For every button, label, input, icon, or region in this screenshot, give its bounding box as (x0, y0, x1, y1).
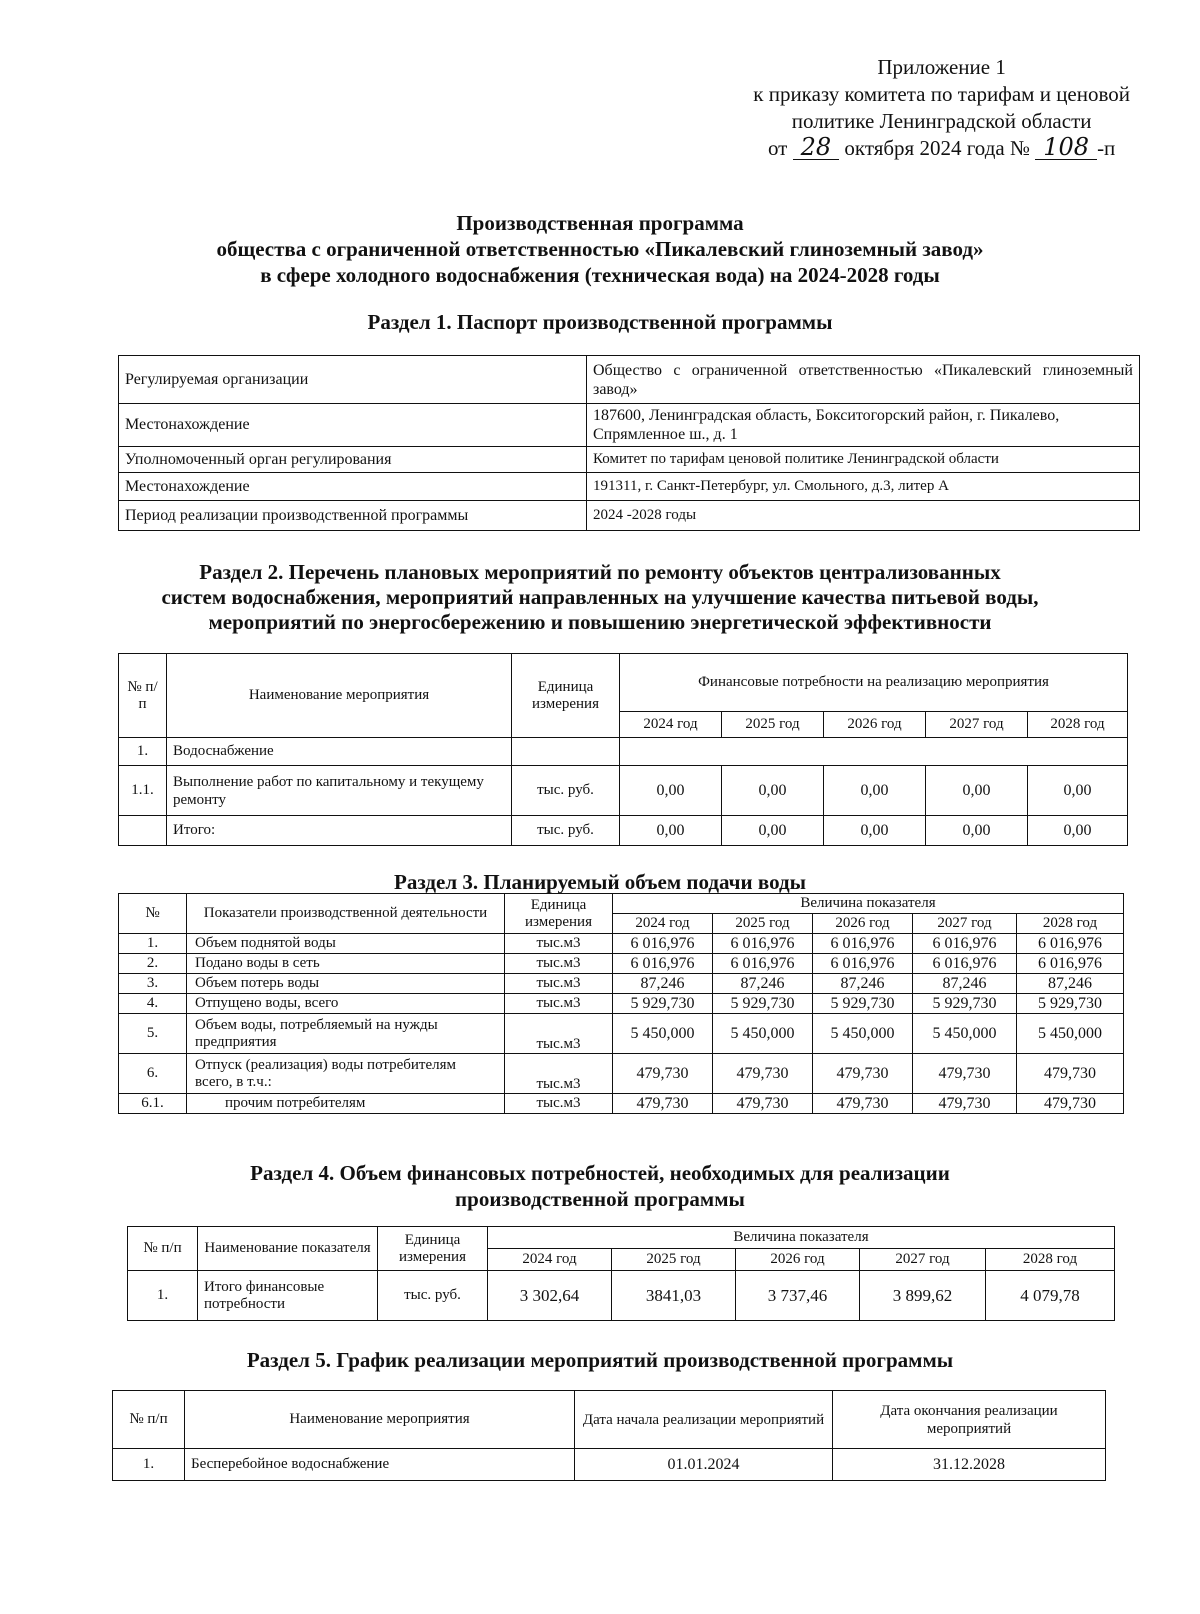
row-value: 87,246 (713, 974, 813, 994)
passport-value: 191311, г. Санкт-Петербург, ул. Смольного, д.3, литер А (587, 473, 1140, 501)
section4-heading-line1: Раздел 4. Объем финансовых потребностей, необходимых для реализации (250, 1161, 950, 1185)
order-ref-line-2: политике Ленинградской области (791, 109, 1092, 133)
document-header (753, 54, 1130, 162)
title-line-3: в сфере холодного водоснабжения (техническая вода) на 2024-2028 годы (260, 263, 940, 287)
col-header-name: Наименование показателя (198, 1227, 378, 1271)
row-no: 1. (113, 1449, 185, 1481)
section4-heading (0, 1160, 1200, 1212)
row-no: 1.1. (119, 766, 167, 816)
row-unit: тыс.м3 (505, 1094, 613, 1114)
row-no: 5. (119, 1014, 187, 1054)
section3-heading: Раздел 3. Планируемый объем подачи воды (394, 870, 806, 894)
row-value: 6 016,976 (713, 934, 813, 954)
row-value: 5 929,730 (913, 994, 1017, 1014)
section2-heading-line2: систем водоснабжения, мероприятий направленных на улучшение качества питьевой воды, (161, 585, 1039, 609)
col-header-unit: Единица измерения (505, 894, 613, 934)
passport-table (118, 355, 1140, 531)
year-header: 2026 год (813, 914, 913, 934)
row-value: 6 016,976 (613, 954, 713, 974)
total-value: 0,00 (926, 816, 1028, 846)
empty-cell (620, 738, 1128, 766)
col-header-no: № п/п (128, 1227, 198, 1271)
row-value: 5 450,000 (813, 1014, 913, 1054)
row-no: 6.1. (119, 1094, 187, 1114)
row-start-date: 01.01.2024 (575, 1449, 833, 1481)
row-value: 479,730 (813, 1094, 913, 1114)
row-value: 3841,03 (612, 1271, 736, 1321)
col-header-no: № (119, 894, 187, 934)
col-header-end: Дата окончания реализации мероприятий (833, 1391, 1106, 1449)
row-name: Объем воды, потребляемый на нужды предприятия (187, 1014, 505, 1054)
table-row (119, 738, 1128, 766)
row-value: 6 016,976 (813, 934, 913, 954)
passport-label: Местонахождение (119, 404, 587, 447)
year-header: 2024 год (613, 914, 713, 934)
table-row (119, 974, 1124, 994)
schedule-table (112, 1390, 1106, 1481)
row-name: Выполнение работ по капитальному и текущему ремонту (167, 766, 512, 816)
total-unit: тыс. руб. (512, 816, 620, 846)
passport-value: 2024 -2028 годы (587, 501, 1140, 531)
row-value: 87,246 (613, 974, 713, 994)
col-header-unit: Единица измерения (378, 1227, 488, 1271)
date-day-handwritten: 28 (793, 135, 840, 160)
section4-heading-line2: производственной программы (455, 1187, 745, 1211)
row-value: 6 016,976 (913, 954, 1017, 974)
row-value: 5 929,730 (613, 994, 713, 1014)
row-value: 5 450,000 (913, 1014, 1017, 1054)
section2-heading-line1: Раздел 2. Перечень плановых мероприятий по ремонту объектов централизованных (199, 560, 1001, 584)
row-value: 0,00 (620, 766, 722, 816)
order-suffix: -п (1097, 136, 1116, 160)
title-line-2: общества с ограниченной ответственностью «Пикалевский глиноземный завод» (216, 237, 984, 261)
year-header: 2027 год (913, 914, 1017, 934)
col-header-financial: Финансовые потребности на реализацию мероприятия (620, 654, 1128, 712)
table-header-row (113, 1391, 1106, 1449)
row-name: Бесперебойное водоснабжение (185, 1449, 575, 1481)
year-header: 2025 год (612, 1249, 736, 1271)
row-value: 6 016,976 (613, 934, 713, 954)
row-value: 479,730 (1017, 1054, 1124, 1094)
row-value: 6 016,976 (913, 934, 1017, 954)
table-header-row (119, 894, 1124, 914)
row-value: 5 929,730 (713, 994, 813, 1014)
table-row (113, 1449, 1106, 1481)
passport-value: 187600, Ленинградская область, Бокситогорский район, г. Пикалево, Спрямленное ш., д. 1 (587, 404, 1140, 447)
row-unit: тыс. руб. (512, 766, 620, 816)
table-row (119, 447, 1140, 473)
row-value: 0,00 (926, 766, 1028, 816)
empty-cell (512, 738, 620, 766)
section5-heading: Раздел 5. График реализации мероприятий производственной программы (246, 1348, 954, 1372)
row-value: 5 450,000 (713, 1014, 813, 1054)
total-value: 0,00 (620, 816, 722, 846)
water-volume-table (118, 893, 1124, 1114)
passport-label: Регулируемая организации (119, 356, 587, 404)
row-name: Отпуск (реализация) воды потребителям всего, в т.ч.: (187, 1054, 505, 1094)
section1-heading: Раздел 1. Паспорт производственной программы (367, 310, 833, 334)
document-title (0, 210, 1200, 288)
table-header-row (128, 1227, 1115, 1249)
col-header-start: Дата начала реализации мероприятий (575, 1391, 833, 1449)
row-value: 0,00 (824, 766, 926, 816)
table-row (119, 473, 1140, 501)
row-unit: тыс.м3 (505, 954, 613, 974)
row-value: 6 016,976 (813, 954, 913, 974)
table-row (119, 1094, 1124, 1114)
row-name: Объем потерь воды (187, 974, 505, 994)
row-value: 5 929,730 (1017, 994, 1124, 1014)
row-unit: тыс.м3 (505, 934, 613, 954)
section2-heading-line3: мероприятий по энергосбережению и повышению энергетической эффективности (208, 610, 992, 634)
table-row (119, 501, 1140, 531)
col-header-value: Величина показателя (613, 894, 1124, 914)
row-value: 6 016,976 (713, 954, 813, 974)
row-no: 3. (119, 974, 187, 994)
table-row (119, 1014, 1124, 1054)
col-header-value: Величина показателя (488, 1227, 1115, 1249)
row-unit: тыс.м3 (505, 994, 613, 1014)
row-value: 479,730 (613, 1054, 713, 1094)
row-no: 2. (119, 954, 187, 974)
row-no: 1. (119, 738, 167, 766)
row-value: 479,730 (1017, 1094, 1124, 1114)
row-value: 87,246 (1017, 974, 1124, 994)
year-header: 2026 год (824, 712, 926, 738)
year-header: 2024 год (488, 1249, 612, 1271)
date-prefix: от (767, 136, 788, 160)
row-name: Подано воды в сеть (187, 954, 505, 974)
col-header-no: № п/п (119, 654, 167, 738)
row-value: 4 079,78 (986, 1271, 1115, 1321)
passport-label: Уполномоченный орган регулирования (119, 447, 587, 473)
empty-cell (119, 816, 167, 846)
appendix-label: Приложение 1 (877, 55, 1006, 79)
row-no: 1. (119, 934, 187, 954)
passport-value: Общество с ограниченной ответственностью «Пикалевский глиноземный завод» (587, 356, 1140, 404)
col-header-unit: Единица измерения (512, 654, 620, 738)
table-row (119, 356, 1140, 404)
row-value: 0,00 (722, 766, 824, 816)
row-value: 479,730 (813, 1054, 913, 1094)
year-header: 2027 год (926, 712, 1028, 738)
year-header: 2026 год (736, 1249, 860, 1271)
row-name: Итого финансовые потребности (198, 1271, 378, 1321)
row-value: 3 899,62 (860, 1271, 986, 1321)
col-header-name: Наименование мероприятия (167, 654, 512, 738)
row-unit: тыс. руб. (378, 1271, 488, 1321)
col-header-name: Наименование мероприятия (185, 1391, 575, 1449)
row-no: 6. (119, 1054, 187, 1094)
table-row (119, 994, 1124, 1014)
row-value: 479,730 (713, 1094, 813, 1114)
date-middle: октября 2024 года № (844, 136, 1030, 160)
row-value: 87,246 (913, 974, 1017, 994)
year-header: 2024 год (620, 712, 722, 738)
year-header: 2028 год (1028, 712, 1128, 738)
row-value: 87,246 (813, 974, 913, 994)
table-row (128, 1271, 1115, 1321)
row-name: прочим потребителям (187, 1094, 505, 1114)
row-value: 0,00 (1028, 766, 1128, 816)
row-name: Объем поднятой воды (187, 934, 505, 954)
table-row (119, 766, 1128, 816)
row-value: 479,730 (713, 1054, 813, 1094)
order-date-line (753, 135, 1130, 162)
col-header-no: № п/п (113, 1391, 185, 1449)
row-value: 479,730 (913, 1094, 1017, 1114)
row-end-date: 31.12.2028 (833, 1449, 1106, 1481)
row-no: 1. (128, 1271, 198, 1321)
total-value: 0,00 (1028, 816, 1128, 846)
table-header-row (119, 654, 1128, 712)
row-unit: тыс.м3 (505, 1054, 613, 1094)
row-value: 5 450,000 (613, 1014, 713, 1054)
financial-needs-table (127, 1226, 1115, 1321)
row-value: 5 929,730 (813, 994, 913, 1014)
total-value: 0,00 (824, 816, 926, 846)
table-row (119, 934, 1124, 954)
table-row (119, 404, 1140, 447)
row-name: Водоснабжение (167, 738, 512, 766)
measures-table (118, 653, 1128, 846)
table-row (119, 1054, 1124, 1094)
row-unit: тыс.м3 (505, 1014, 613, 1054)
passport-value: Комитет по тарифам ценовой политике Ленинградской области (587, 447, 1140, 473)
row-unit: тыс.м3 (505, 974, 613, 994)
row-value: 3 737,46 (736, 1271, 860, 1321)
row-value: 6 016,976 (1017, 954, 1124, 974)
col-header-name: Показатели производственной деятельности (187, 894, 505, 934)
row-name: Отпущено воды, всего (187, 994, 505, 1014)
total-value: 0,00 (722, 816, 824, 846)
table-total-row (119, 816, 1128, 846)
passport-label: Период реализации производственной программы (119, 501, 587, 531)
passport-label: Местонахождение (119, 473, 587, 501)
year-header: 2025 год (713, 914, 813, 934)
order-ref-line: к приказу комитета по тарифам и ценовой (753, 82, 1130, 106)
row-value: 5 450,000 (1017, 1014, 1124, 1054)
title-line-1: Производственная программа (456, 211, 744, 235)
row-value: 479,730 (913, 1054, 1017, 1094)
order-number-handwritten: 108 (1035, 135, 1097, 160)
year-header: 2025 год (722, 712, 824, 738)
row-no: 4. (119, 994, 187, 1014)
total-label: Итого: (167, 816, 512, 846)
row-value: 6 016,976 (1017, 934, 1124, 954)
row-value: 479,730 (613, 1094, 713, 1114)
table-row (119, 954, 1124, 974)
year-header: 2028 год (1017, 914, 1124, 934)
row-value: 3 302,64 (488, 1271, 612, 1321)
year-header: 2028 год (986, 1249, 1115, 1271)
year-header: 2027 год (860, 1249, 986, 1271)
section2-heading (0, 560, 1200, 635)
